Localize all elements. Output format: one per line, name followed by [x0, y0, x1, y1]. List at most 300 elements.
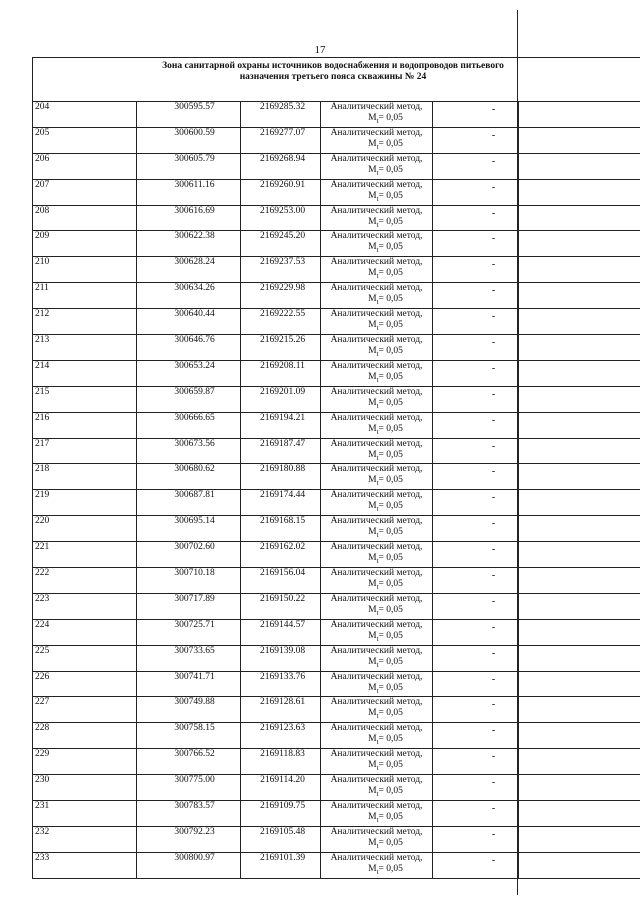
table-row: [33, 645, 640, 671]
empty-cell: [519, 179, 640, 205]
point-number-cell: [33, 360, 137, 386]
accuracy-subscript: t: [376, 142, 379, 151]
y-coordinate-cell: [241, 801, 321, 827]
empty-cell: [519, 645, 640, 671]
note-dash: -: [491, 181, 496, 193]
accuracy-symbol: M: [368, 656, 377, 667]
empty-cell: [519, 723, 640, 749]
method-label: Аналитический метод,: [330, 438, 423, 449]
note-cell: [433, 671, 519, 697]
accuracy-number: = 0,05: [378, 138, 403, 149]
x-coordinate-cell: [137, 102, 241, 128]
note-cell: [433, 257, 519, 283]
y-coordinate: 2169144.57: [259, 619, 306, 630]
accuracy-symbol: M: [368, 294, 377, 305]
table-row: [33, 775, 640, 801]
method-cell: [321, 283, 433, 309]
x-coordinate: 300634.26: [174, 283, 215, 294]
point-number-cell: [33, 542, 137, 568]
empty-cell: [519, 257, 640, 283]
note-cell: [433, 826, 519, 852]
note-cell: [433, 852, 519, 878]
method-label: Аналитический метод,: [330, 645, 423, 656]
note-dash: -: [491, 725, 496, 737]
y-coordinate: 2169123.63: [259, 723, 306, 734]
x-coordinate: 300687.81: [174, 490, 215, 501]
x-coordinate-cell: [137, 749, 241, 775]
method-cell: [321, 464, 433, 490]
method-cell: [321, 231, 433, 257]
note-cell: [433, 542, 519, 568]
accuracy-number: = 0,05: [378, 371, 403, 382]
method-label: Аналитический метод,: [330, 568, 423, 579]
accuracy-symbol: M: [368, 630, 377, 641]
point-number: 208: [35, 205, 50, 216]
table-row: [33, 542, 640, 568]
method-label: Аналитический метод,: [330, 852, 423, 863]
accuracy-symbol: M: [368, 346, 377, 357]
method-cell: [321, 438, 433, 464]
accuracy-symbol: M: [368, 863, 377, 874]
point-number-cell: [33, 257, 137, 283]
table-row: [33, 593, 640, 619]
y-coordinate-cell: [241, 516, 321, 542]
note-dash: -: [491, 751, 496, 763]
accuracy-value: [321, 631, 432, 645]
x-coordinate-cell: [137, 438, 241, 464]
accuracy-number: = 0,05: [378, 242, 403, 253]
accuracy-number: = 0,05: [378, 656, 403, 667]
x-coordinate: 300758.15: [174, 723, 215, 734]
empty-cell: [519, 309, 640, 335]
x-coordinate: 300710.18: [174, 568, 215, 579]
accuracy-subscript: t: [376, 194, 379, 203]
x-coordinate: 300605.79: [174, 153, 215, 164]
note-dash: -: [491, 440, 496, 452]
y-coordinate-cell: [241, 568, 321, 594]
y-coordinate: 2169285.32: [259, 102, 306, 112]
coordinates-table: [32, 57, 640, 879]
table-row: [33, 153, 640, 179]
method-label: Аналитический метод,: [330, 749, 423, 760]
table-row: [33, 205, 640, 231]
table-row: [33, 412, 640, 438]
accuracy-value: [321, 165, 432, 179]
note-cell: [433, 412, 519, 438]
point-number-cell: [33, 153, 137, 179]
method-label: Аналитический метод,: [330, 205, 423, 216]
accuracy-symbol: M: [368, 475, 377, 486]
y-coordinate-cell: [241, 852, 321, 878]
point-number: 211: [35, 283, 49, 294]
point-number: 217: [35, 438, 50, 449]
accuracy-symbol: M: [368, 682, 377, 693]
accuracy-subscript: t: [376, 712, 379, 721]
y-coordinate: 2169268.94: [259, 153, 306, 164]
y-coordinate-cell: [241, 438, 321, 464]
table-title-line2: назначения третьего пояса скважины № 24: [239, 72, 427, 82]
point-number: 214: [35, 360, 50, 371]
method-label: Аналитический метод,: [330, 671, 423, 682]
accuracy-subscript: t: [376, 505, 379, 514]
table-row: [33, 360, 640, 386]
point-number: 212: [35, 309, 50, 320]
table-row: [33, 671, 640, 697]
note-cell: [433, 697, 519, 723]
y-coordinate-cell: [241, 464, 321, 490]
point-number: 233: [35, 852, 50, 863]
point-number-cell: [33, 464, 137, 490]
table-row: [33, 231, 640, 257]
x-coordinate-cell: [137, 360, 241, 386]
x-coordinate-cell: [137, 775, 241, 801]
point-number: 230: [35, 775, 50, 786]
note-cell: [433, 386, 519, 412]
x-coordinate: 300680.62: [174, 464, 215, 475]
x-coordinate-cell: [137, 723, 241, 749]
accuracy-subscript: t: [376, 790, 379, 799]
note-cell: [433, 516, 519, 542]
note-cell: [433, 593, 519, 619]
x-coordinate-cell: [137, 464, 241, 490]
x-coordinate-cell: [137, 645, 241, 671]
y-coordinate: 2169277.07: [259, 127, 306, 138]
note-cell: [433, 568, 519, 594]
accuracy-value: [321, 683, 432, 697]
method-cell: [321, 127, 433, 153]
empty-cell: [519, 542, 640, 568]
point-number: 232: [35, 826, 50, 837]
x-coordinate-cell: [137, 257, 241, 283]
table-row: [33, 179, 640, 205]
point-number-cell: [33, 335, 137, 361]
y-coordinate: 2169187.47: [259, 438, 306, 449]
method-cell: [321, 749, 433, 775]
x-coordinate: 300702.60: [174, 542, 215, 553]
accuracy-number: = 0,05: [378, 604, 403, 615]
accuracy-value: [321, 579, 432, 593]
y-coordinate-cell: [241, 386, 321, 412]
method-label: Аналитический метод,: [330, 102, 423, 112]
empty-cell: [519, 412, 640, 438]
note-dash: -: [491, 104, 496, 115]
y-coordinate: 2169201.09: [259, 386, 306, 397]
point-number: 226: [35, 671, 50, 682]
accuracy-subscript: t: [376, 427, 379, 436]
note-dash: -: [491, 854, 496, 866]
empty-cell: [519, 153, 640, 179]
point-number: 223: [35, 593, 50, 604]
accuracy-symbol: M: [368, 164, 377, 175]
x-coordinate: 300628.24: [174, 257, 215, 268]
accuracy-subscript: t: [376, 272, 379, 281]
x-coordinate-cell: [137, 231, 241, 257]
x-coordinate: 300695.14: [174, 516, 215, 527]
y-coordinate: 2169139.08: [259, 645, 306, 656]
note-cell: [433, 490, 519, 516]
table-row: [33, 723, 640, 749]
note-dash: -: [491, 570, 496, 582]
point-number-cell: [33, 127, 137, 153]
accuracy-value: [321, 346, 432, 360]
y-coordinate: 2169105.48: [259, 826, 306, 837]
y-coordinate-cell: [241, 309, 321, 335]
accuracy-subscript: t: [376, 453, 379, 462]
x-coordinate: 300766.52: [174, 749, 215, 760]
x-coordinate: 300616.69: [174, 205, 215, 216]
note-cell: [433, 283, 519, 309]
accuracy-subscript: t: [376, 738, 379, 747]
point-number: 228: [35, 723, 50, 734]
accuracy-value: [321, 450, 432, 464]
method-cell: [321, 179, 433, 205]
table-row: [33, 335, 640, 361]
y-coordinate: 2169174.44: [259, 490, 306, 501]
accuracy-symbol: M: [368, 320, 377, 331]
accuracy-symbol: M: [368, 760, 377, 771]
method-cell: [321, 775, 433, 801]
y-coordinate-cell: [241, 619, 321, 645]
point-number-cell: [33, 593, 137, 619]
note-dash: -: [491, 207, 496, 219]
point-number-cell: [33, 775, 137, 801]
table-row: [33, 386, 640, 412]
method-cell: [321, 102, 433, 128]
accuracy-symbol: M: [368, 786, 377, 797]
method-label: Аналитический метод,: [330, 801, 423, 812]
empty-cell: [519, 568, 640, 594]
accuracy-value: [321, 760, 432, 774]
method-label: Аналитический метод,: [330, 283, 423, 294]
method-label: Аналитический метод,: [330, 723, 423, 734]
accuracy-value: [321, 191, 432, 205]
y-coordinate-cell: [241, 749, 321, 775]
accuracy-value: [321, 734, 432, 748]
y-coordinate: 2169156.04: [259, 568, 306, 579]
accuracy-number: = 0,05: [378, 734, 403, 745]
table-row: [33, 801, 640, 827]
accuracy-subscript: t: [376, 349, 379, 358]
y-coordinate: 2169168.15: [259, 516, 306, 527]
empty-cell: [519, 749, 640, 775]
page-number: 17: [314, 44, 326, 56]
y-coordinate: 2169222.55: [259, 309, 306, 320]
accuracy-value: [321, 372, 432, 386]
note-cell: [433, 775, 519, 801]
empty-cell: [519, 826, 640, 852]
accuracy-number: = 0,05: [378, 397, 403, 408]
point-number-cell: [33, 205, 137, 231]
point-number: 207: [35, 179, 50, 190]
table-row: [33, 464, 640, 490]
table-row: [33, 697, 640, 723]
accuracy-value: [321, 786, 432, 800]
empty-cell: [519, 852, 640, 878]
x-coordinate-cell: [137, 826, 241, 852]
method-label: Аналитический метод,: [330, 127, 423, 138]
y-coordinate: 2169260.91: [259, 179, 306, 190]
accuracy-number: = 0,05: [378, 786, 403, 797]
accuracy-number: = 0,05: [378, 294, 403, 305]
point-number-cell: [33, 283, 137, 309]
point-number: 215: [35, 386, 50, 397]
accuracy-subscript: t: [376, 815, 379, 824]
x-coordinate-cell: [137, 542, 241, 568]
accuracy-number: = 0,05: [378, 113, 403, 123]
y-coordinate: 2169150.22: [259, 593, 306, 604]
method-label: Аналитический метод,: [330, 179, 423, 190]
y-coordinate: 2169194.21: [259, 412, 306, 423]
point-number: 216: [35, 412, 50, 423]
x-coordinate-cell: [137, 205, 241, 231]
table-row: [33, 257, 640, 283]
y-coordinate: 2169229.98: [259, 283, 306, 294]
accuracy-number: = 0,05: [378, 346, 403, 357]
y-coordinate: 2169109.75: [259, 801, 306, 812]
y-coordinate-cell: [241, 179, 321, 205]
method-label: Аналитический метод,: [330, 231, 423, 242]
empty-cell: [519, 775, 640, 801]
y-coordinate-cell: [241, 127, 321, 153]
accuracy-number: = 0,05: [378, 190, 403, 201]
method-cell: [321, 360, 433, 386]
method-label: Аналитический метод,: [330, 386, 423, 397]
point-number-cell: [33, 645, 137, 671]
y-coordinate-cell: [241, 723, 321, 749]
x-coordinate-cell: [137, 490, 241, 516]
empty-cell: [519, 619, 640, 645]
accuracy-subscript: t: [376, 608, 379, 617]
note-dash: -: [491, 828, 496, 840]
accuracy-subscript: t: [376, 686, 379, 695]
table-row: [33, 516, 640, 542]
method-label: Аналитический метод,: [330, 412, 423, 423]
point-number-cell: [33, 697, 137, 723]
method-cell: [321, 412, 433, 438]
accuracy-number: = 0,05: [378, 682, 403, 693]
accuracy-value: [321, 553, 432, 567]
note-cell: [433, 619, 519, 645]
table-body: [33, 58, 640, 879]
method-label: Аналитический метод,: [330, 775, 423, 786]
accuracy-number: = 0,05: [378, 579, 403, 590]
x-coordinate: 300783.57: [174, 801, 215, 812]
method-cell: [321, 723, 433, 749]
empty-cell: [519, 231, 640, 257]
accuracy-symbol: M: [368, 579, 377, 590]
x-coordinate: 300646.76: [174, 335, 215, 346]
point-number-cell: [33, 826, 137, 852]
accuracy-subscript: t: [376, 401, 379, 410]
point-number-cell: [33, 309, 137, 335]
x-coordinate: 300653.24: [174, 360, 215, 371]
point-number-cell: [33, 412, 137, 438]
accuracy-value: [321, 838, 432, 852]
accuracy-number: = 0,05: [378, 812, 403, 823]
method-cell: [321, 671, 433, 697]
point-number-cell: [33, 671, 137, 697]
accuracy-value: [321, 398, 432, 412]
point-number: 209: [35, 231, 50, 242]
x-coordinate-cell: [137, 516, 241, 542]
accuracy-symbol: M: [368, 708, 377, 719]
point-number-cell: [33, 490, 137, 516]
method-cell: [321, 645, 433, 671]
note-cell: [433, 153, 519, 179]
x-coordinate: 300600.59: [174, 127, 215, 138]
accuracy-symbol: M: [368, 449, 377, 460]
x-coordinate-cell: [137, 852, 241, 878]
accuracy-number: = 0,05: [378, 708, 403, 719]
table-title: [33, 58, 640, 102]
y-coordinate: 2169208.11: [260, 360, 305, 371]
y-coordinate-cell: [241, 257, 321, 283]
method-label: Аналитический метод,: [330, 593, 423, 604]
accuracy-subscript: t: [376, 479, 379, 488]
accuracy-value: [321, 268, 432, 282]
empty-cell: [519, 205, 640, 231]
x-coordinate-cell: [137, 671, 241, 697]
point-number-cell: [33, 723, 137, 749]
point-number-cell: [33, 516, 137, 542]
note-dash: -: [491, 233, 496, 245]
y-coordinate-cell: [241, 205, 321, 231]
point-number-cell: [33, 438, 137, 464]
y-coordinate-cell: [241, 542, 321, 568]
empty-cell: [519, 438, 640, 464]
empty-cell: [519, 697, 640, 723]
method-label: Аналитический метод,: [330, 335, 423, 346]
x-coordinate: 300673.56: [174, 438, 215, 449]
empty-cell: [519, 335, 640, 361]
note-dash: -: [491, 414, 496, 426]
empty-cell: [519, 360, 640, 386]
note-cell: [433, 179, 519, 205]
y-coordinate: 2169101.39: [259, 852, 306, 863]
accuracy-subscript: t: [376, 660, 379, 669]
y-coordinate-cell: [241, 593, 321, 619]
y-coordinate: 2169128.61: [259, 697, 306, 708]
note-dash: -: [491, 803, 496, 815]
method-cell: [321, 153, 433, 179]
x-coordinate-cell: [137, 568, 241, 594]
y-coordinate-cell: [241, 775, 321, 801]
table-row: [33, 102, 640, 128]
method-cell: [321, 593, 433, 619]
accuracy-symbol: M: [368, 734, 377, 745]
y-coordinate-cell: [241, 412, 321, 438]
accuracy-value: [321, 864, 432, 878]
x-coordinate: 300640.44: [174, 309, 215, 320]
point-number: 227: [35, 697, 50, 708]
point-number-cell: [33, 231, 137, 257]
accuracy-symbol: M: [368, 113, 377, 123]
method-label: Аналитический метод,: [330, 826, 423, 837]
accuracy-subscript: t: [376, 168, 379, 177]
y-coordinate: 2169245.20: [259, 231, 306, 242]
accuracy-number: = 0,05: [378, 475, 403, 486]
accuracy-number: = 0,05: [378, 268, 403, 279]
x-coordinate-cell: [137, 593, 241, 619]
y-coordinate: 2169114.20: [260, 775, 305, 786]
accuracy-value: [321, 605, 432, 619]
method-cell: [321, 801, 433, 827]
note-dash: -: [491, 518, 496, 530]
x-coordinate-cell: [137, 127, 241, 153]
point-number: 221: [35, 542, 50, 553]
note-cell: [433, 438, 519, 464]
accuracy-symbol: M: [368, 423, 377, 434]
